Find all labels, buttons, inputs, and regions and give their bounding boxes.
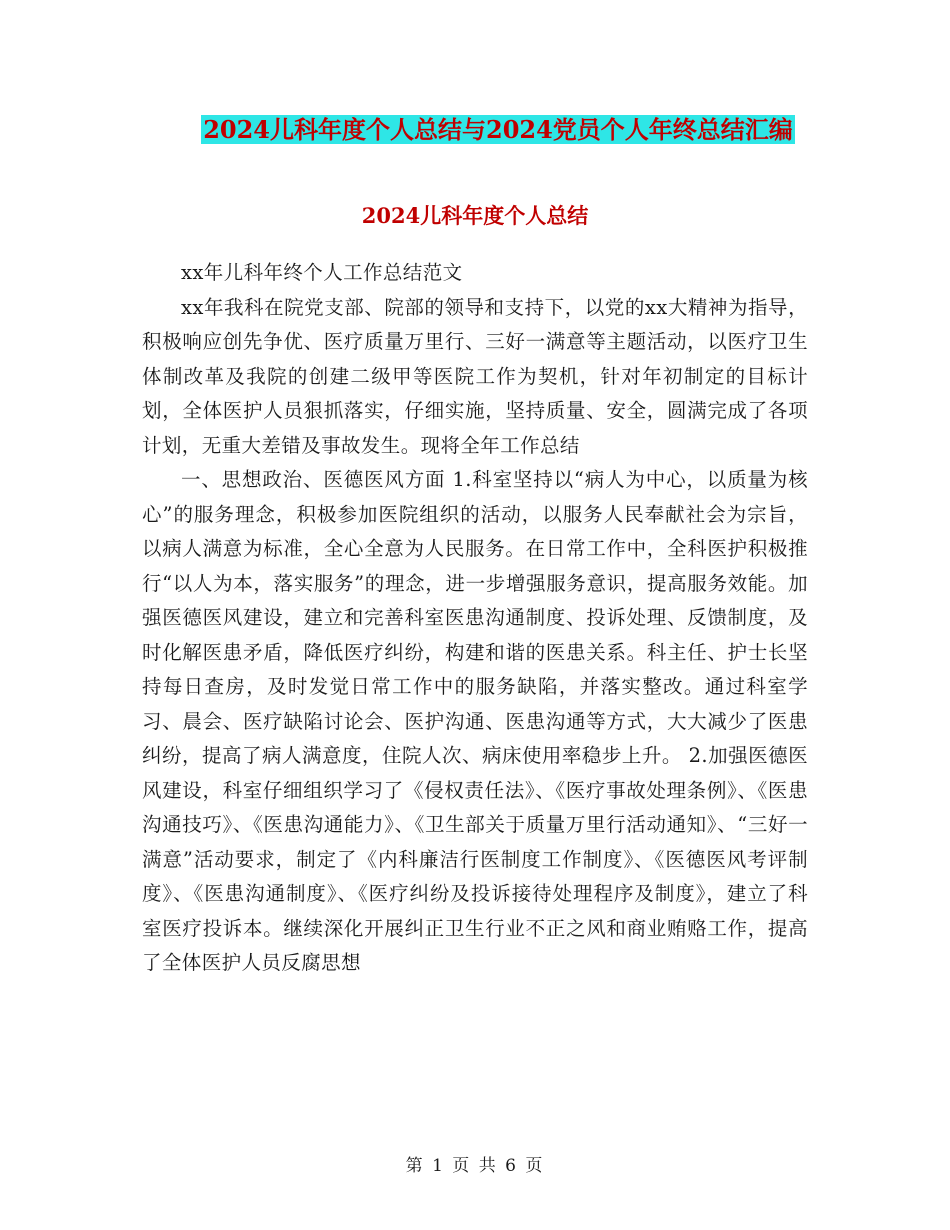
document-title [186, 113, 810, 147]
document-title-text: 2024儿科年度个人总结与2024党员个人年终总结汇编 [203, 115, 793, 144]
body-paragraph-subtitle: xx年儿科年终个人工作总结范文 [181, 261, 463, 284]
body-paragraph-section-one: 一、思想政治、医德医风方面 1.科室坚持以“病人为中心，以质量为核心”的服务理念，积极参加医院组织的活动，以服务人民奉献社会为宗旨，以病人满意为标准，全心全意为人民服务。在日常工作中，全科医护积极推行“以人为本，落实服务”的理念，进一步增强服务意识，提高服务效能。加强医德医风建设，建立和完善科室医患沟通制度、投诉处理、反馈制度，及时化解医患矛盾，降低医疗纠纷，构建和谐的医患关系。科主任、护士长坚持每日查房，及时发觉日常工作中的服务缺陷，并落实整改。通过科室学习、晨会、医疗缺陷讨论会、医护沟通、医患沟通等方式，大大减少了医患纠纷，提高了病人满意度，住院人次、病床使用率稳步上升。 2.加强医德医风建设，科室仔细组织学习了《侵权责任法》、《医疗事故处理条例》、《医患沟通技巧》、《医患沟通能力》、《卫生部关于质量万里行活动通知》、“三好一满意”活动要求，制定了《内科廉洁行医制度工作制度》、《医德医风考评制度》、《医患沟通制度》、《医疗纠纷及投诉接待处理程序及制度》，建立了科室医疗投诉本。继续深化开展纠正卫生行业不正之风和商业贿赂工作，提高了全体医护人员反腐思想 [142, 468, 808, 974]
body-paragraph-intro: xx年我科在院党支部、院部的领导和支持下，以党的xx大精神为指导，积极响应创先争优、医疗质量万里行、三好一满意等主题活动，以医疗卫生体制改革及我院的创建二级甲等医院工作为契机，针对年初制定的目标计划，全体医护人员狠抓落实，仔细实施，坚持质量、安全，圆满完成了各项计划，无重大差错及事故发生。现将全年工作总结 [142, 295, 808, 457]
document-body [142, 224, 808, 981]
section-title: 2024儿科年度个人总结 [361, 203, 589, 228]
page-number-footer: 第 1 页 共 6 页 [405, 1156, 545, 1176]
